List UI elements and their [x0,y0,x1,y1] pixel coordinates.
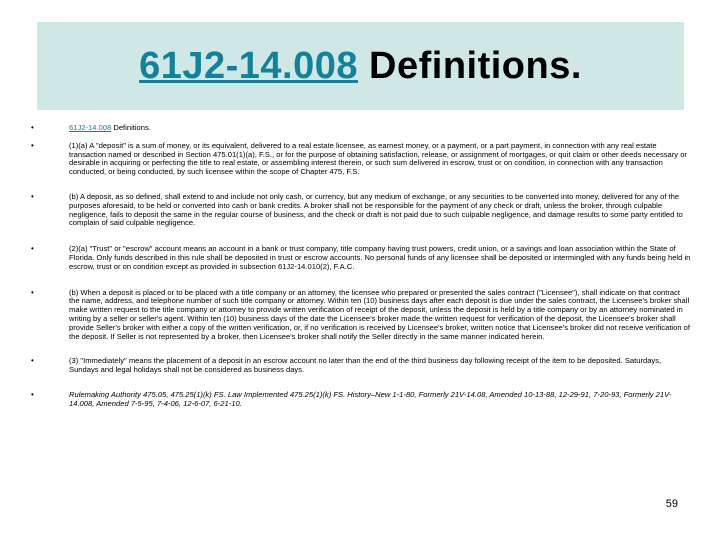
title-text: Definitions. [357,44,582,87]
title-banner [37,22,684,110]
bullet-icon: • [31,287,34,297]
list-item-3 [31,193,691,228]
bullet-icon: • [31,191,34,201]
bullet-icon: • [31,356,34,366]
bullet-icon: • [31,244,34,254]
list-item-text: (b) When a deposit is placed or to be placed with a title company or an attorney, the licensee who prepared or presented the sales contract ("Licensee"), shall indicate on that contract the name, address, and telephone number of such title company or attorney. Within ten (10) business days after each deposit is due under the sales contract, the Licensee's broker shall make written request to the title company or attorney to provide written verification of receipt of the deposit, unless the deposit is held by a title company or by an attorney nominated in writing by a seller or seller's agent. Within ten (10) business days of the date the Licensee's broker made the written request for verification of the deposit, the Licensee's broker shall provide Seller's broker with either a copy of the written verification, or, if no verification is received by Licensee's broker, written notice that Licensee's broker did not receive verification of the deposit. If Seller is not represented by a broker, then Licensee's broker shall notify the Seller directly in the same manner indicated herein. [69,287,691,341]
list-item-text: Rulemaking Authority 475.05, 475.25(1)(k) FS. Law Implemented 475.25(1)(k) FS. History–New 1-1-80, Formerly 21V-14.08, Amended 10-13-88, 12-29-91, 7-20-93, Formerly 21V-14.008, Amended 7-5-95, 7-4-06, 12-6-07, 6-21-10. [69,389,672,408]
list-item-text: (3) "Immediately" means the placement of a deposit in an escrow account no later than the end of the third business day following receipt of the item to be deposited. Saturdays, Sundays and legal holidays shall not be considered as business days. [69,356,662,375]
list-item-7 [31,391,691,409]
list-item-2 [31,142,691,177]
list-item-4 [31,245,691,271]
bullet-icon: • [31,140,34,150]
list-item-6 [31,357,691,375]
list-item-5 [31,289,691,342]
page-number: 59 [665,498,678,510]
list-item-1 [31,124,691,133]
title-rule-link[interactable]: 61J2-14.008 [139,44,358,87]
slide-title [139,45,582,88]
bullet-icon: • [31,389,34,399]
rule-link[interactable]: 61J2-14.008 [69,123,112,132]
bullet-icon: • [31,123,34,132]
list-item-text: Definitions. [111,123,151,132]
list-item-text: (1)(a) A "deposit" is a sum of money, or its equivalent, delivered to a real estate licensee, as earnest money, or a payment, or a part payment, in connection with any real estate transaction named or described in Section 475.01(1)(a), F.S., or for the purpose of obtaining satisfaction, release, or assignment of mortgages, or quit claim or other deeds necessary or desirable in acquiring or perfecting the title to real estate, or assembling interest therein, or such sum delivered in escrow, trust or on condition, in connection with any transaction conducted, or being conducted, by such licensee within the scope of Chapter 475, F.S. [69,140,687,177]
list-item-text: (2)(a) "Trust" or "escrow" account means an account in a bank or trust company, title company having trust powers, credit union, or a savings and loan association within the State of Florida. Only funds described in this rule shall be deposited in trust or escrow accounts. No personal funds of any licensee shall be deposited or intermingled with any funds being held in escrow, trust or on condition except as provided in subsection 61J2-14.010(2), F.A.C. [69,244,691,271]
definition-list [31,124,691,409]
list-item-text: (b) A deposit, as so defined, shall extend to and include not only cash, or currency, but any medium of exchange, or any securities to be converted into money, delivered for any of the purposes aforesaid, to be held or converted into cash or bank credits. A broker shall not be responsible for the payment of any check or draft, unless the broker, through culpable negligence, fails to deposit the same in the regular course of business, and the check or draft is not paid due to such culpable negligence, and damage results to some party entitled to complain of said culpable negligence. [69,191,683,228]
